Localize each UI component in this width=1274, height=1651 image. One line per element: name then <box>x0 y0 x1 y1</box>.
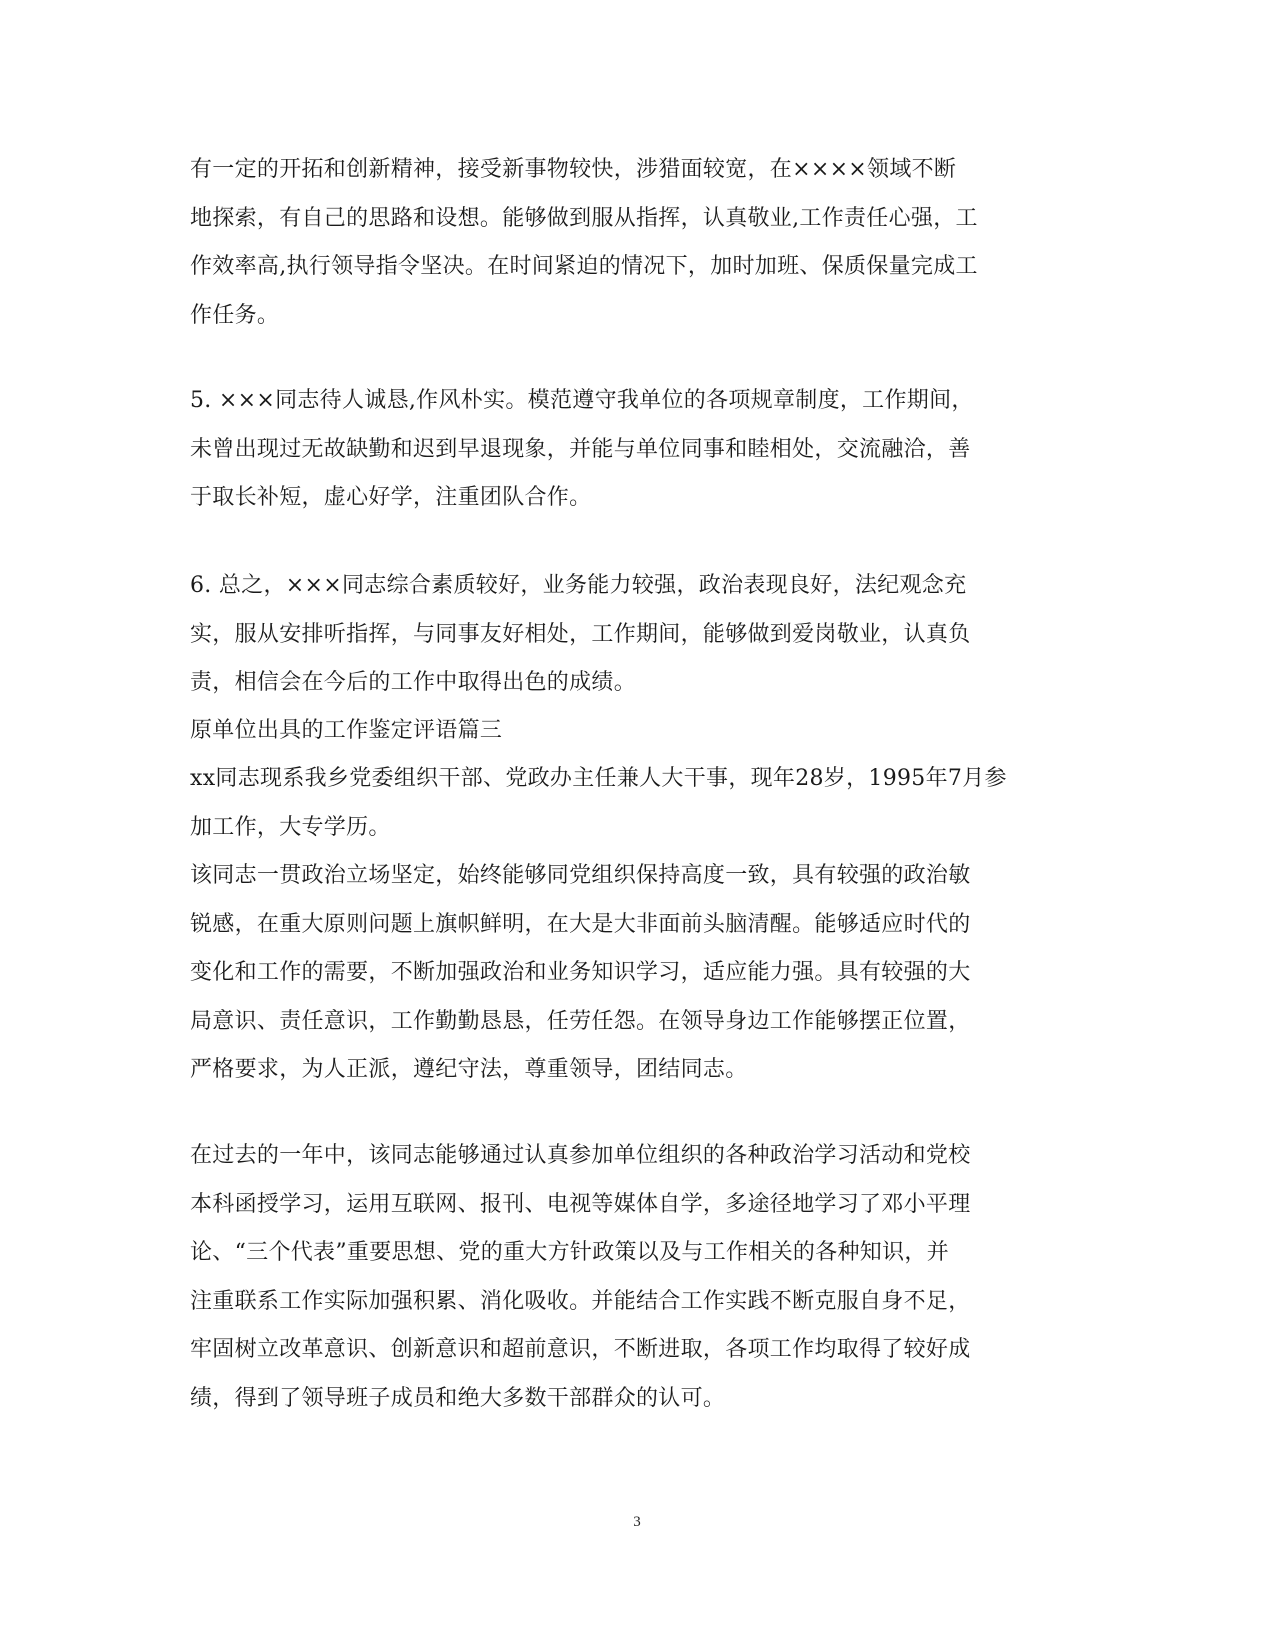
section-title: 原单位出具的工作鉴定评语篇三 <box>190 718 503 743</box>
text-line: 在过去的一年中，该同志能够通过认真参加单位组织的各种政治学习活动和党校 <box>190 1143 971 1168</box>
section-title-block <box>190 707 1070 756</box>
text-line: 6. 总之，×××同志综合素质较好，业务能力较强，政治表现良好，法纪观念充 <box>190 573 967 598</box>
text-line: xx同志现系我乡党委组织干部、党政办主任兼人大干事，现年28岁，1995年7月参 <box>190 766 1007 791</box>
text-line: 实，服从安排听指挥，与同事友好相处，工作期间，能够做到爱岗敬业，认真负 <box>190 621 971 647</box>
text-line: 局意识、责任意识，工作勤勤恳恳，任劳任怨。在领导身边工作能够摆正位置， <box>190 1008 971 1034</box>
text-line: 有一定的开拓和创新精神，接受新事物较快，涉猎面较宽，在××××领域不断 <box>190 157 957 182</box>
text-line: 加工作，大专学历。 <box>190 814 391 840</box>
paragraph-study <box>190 1132 1070 1423</box>
paragraph-intro <box>190 755 1070 852</box>
text-line: 严格要求，为人正派，遵纪守法，尊重领导，团结同志。 <box>190 1057 748 1082</box>
text-line: 于取长补短，虚心好学，注重团队合作。 <box>190 485 592 510</box>
text-line: 绩，得到了领导班子成员和绝大多数干部群众的认可。 <box>190 1385 726 1411</box>
text-line: 牢固树立改革意识、创新意识和超前意识，不断进取，各项工作均取得了较好成 <box>190 1337 971 1362</box>
text-line: 锐感，在重大原则问题上旗帜鲜明，在大是大非面前头脑清醒。能够适应时代的 <box>190 911 971 937</box>
text-line: 作效率高,执行领导指令坚决。在时间紧迫的情况下，加时加班、保质保量完成工 <box>190 254 978 279</box>
text-line: 地探索，有自己的思路和设想。能够做到服从指挥，认真敬业,工作责任心强，工 <box>190 205 978 231</box>
text-line: 未曾出现过无故缺勤和迟到早退现象，并能与单位同事和睦相处，交流融洽，善 <box>190 436 971 462</box>
text-line: 本科函授学习，运用互联网、报刊、电视等媒体自学，多途径地学习了邓小平理 <box>190 1191 971 1217</box>
paragraph-item-6 <box>190 562 1070 708</box>
paragraph-item-5 <box>190 377 1070 523</box>
text-line: 变化和工作的需要，不断加强政治和业务知识学习，适应能力强。具有较强的大 <box>190 960 971 985</box>
text-line: 该同志一贯政治立场坚定，始终能够同党组织保持高度一致，具有较强的政治敏 <box>190 863 971 888</box>
text-line: 论、“三个代表”重要思想、党的重大方针政策以及与工作相关的各种知识，并 <box>190 1240 949 1265</box>
text-line: 作任务。 <box>190 302 280 328</box>
text-line: 5. ×××同志待人诚恳,作风朴实。模范遵守我单位的各项规章制度，工作期间， <box>190 388 974 413</box>
paragraph-continued <box>190 146 1070 340</box>
text-line: 注重联系工作实际加强积累、消化吸收。并能结合工作实践不断克服自身不足， <box>190 1288 971 1314</box>
page-number: 3 <box>633 1514 641 1530</box>
paragraph-politics <box>190 852 1070 1095</box>
text-line: 责，相信会在今后的工作中取得出色的成绩。 <box>190 670 637 695</box>
